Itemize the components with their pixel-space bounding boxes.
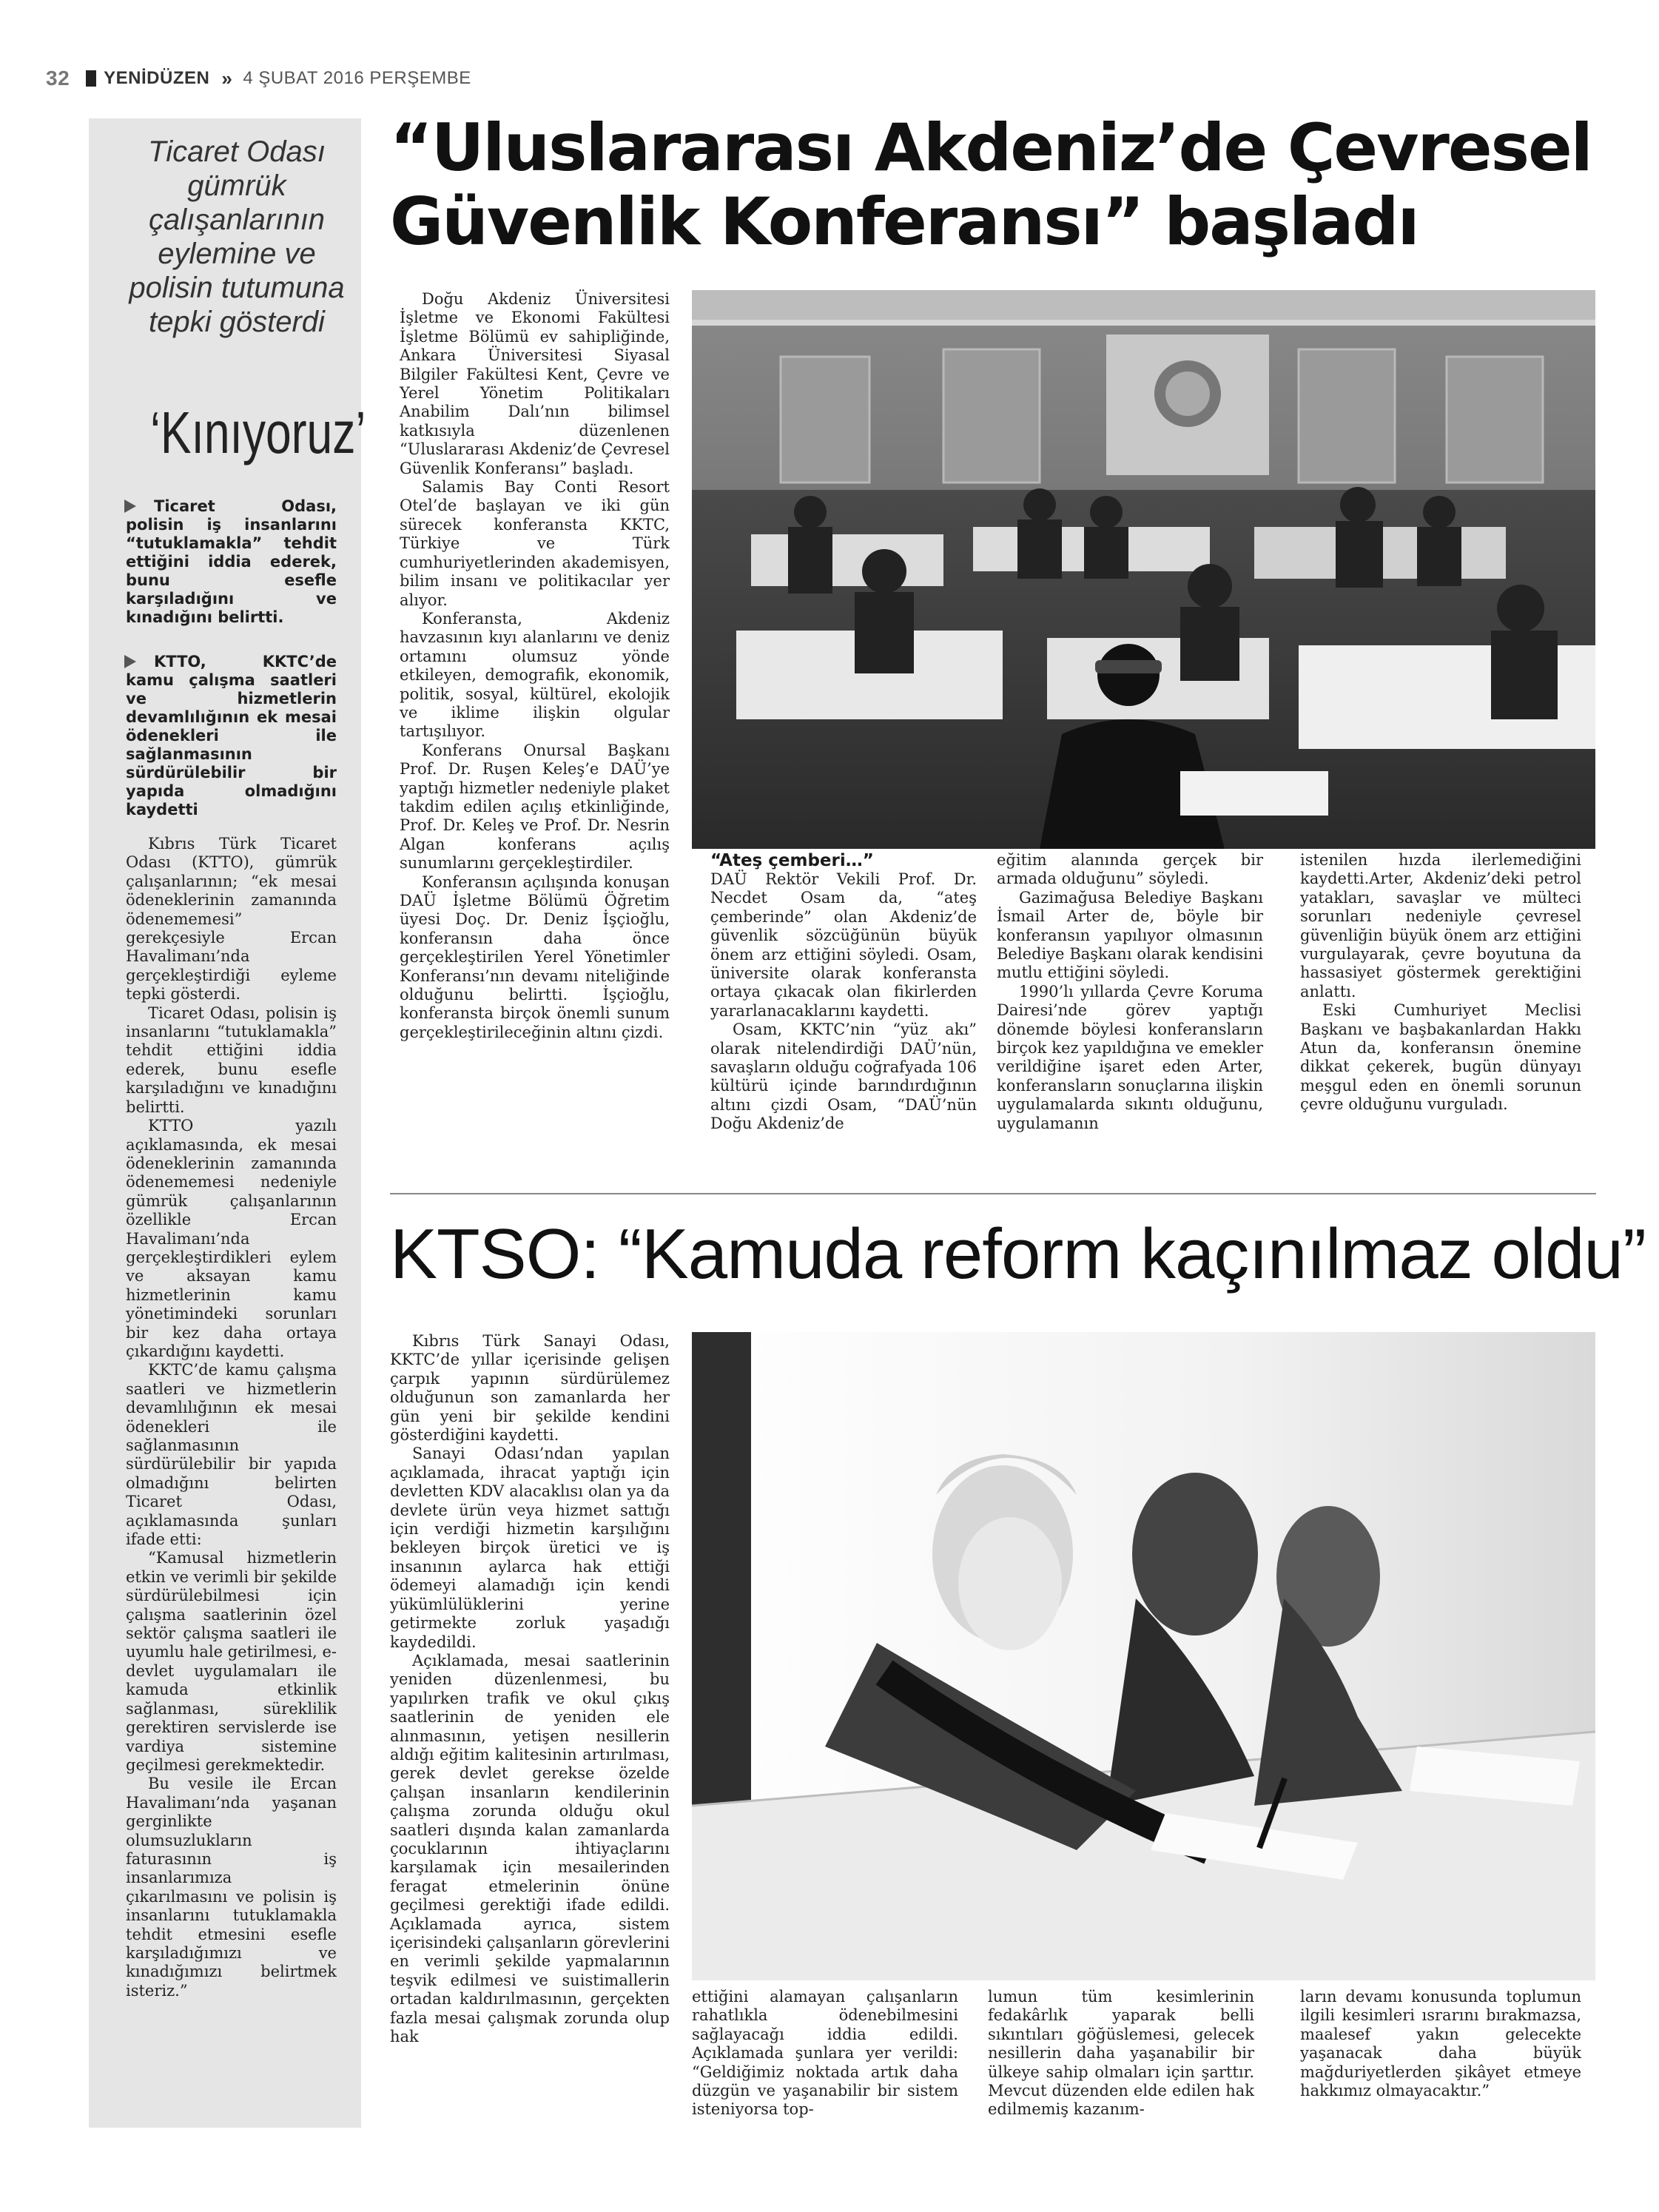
conference-photo: [692, 290, 1595, 849]
office-workers-photo: [692, 1332, 1595, 1980]
paragraph: KKTC’de kamu çalışma saatleri ve hizmetlerin devamlılığının ek mesai ödenekleri ile sağlanmasının sürdürülebilir bir yapıda olmadığını belirten Ticaret Odası, açıklamasında şunları ifade etti:: [126, 1361, 337, 1549]
article1-column-1: [400, 290, 670, 1042]
paragraph: Sanayi Odası’ndan yapılan açıklamada, ihracat yaptığı için devletten KDV alacaklısı olan ya da devlete ürün veya hizmet sattığı için verdiği hizmetin karşılığını bekleyen birçok üretici ve iş insanının aylarca hak ettiği ödemeyi alamadığı için kendi yükümlülüklerini yerine getirmekte zorluk yaşadığı kaydedildi.: [390, 1445, 670, 1651]
paragraph: Bu vesile ile Ercan Havalimanı’nda yaşanan gerginlikte olumsuzlukların faturasının iş insanlarımıza çıkarılmasını ve polisin iş insanlarını tutuklamakla tehdit etmesini esefle karşıladığımızı ve kınadığımızı belirtmek isteriz.”: [126, 1775, 337, 2000]
article1-headline: “Uluslararası Akdeniz’de Çevresel Güvenlik Konferansı” başladı: [390, 110, 1592, 260]
paragraph: ettiğini alamayan çalışanların rahatlıkla ödenebilmesini sağlayacağı iddia edildi. Açıklamada şunlara yer verildi: “Geldiğimiz noktada artık daha düzgün ve yaşanabilir bir sistem isteniyorsa top-: [692, 1988, 958, 2119]
article1-column-3: [997, 851, 1263, 1133]
triangle-bullet-icon: [124, 655, 136, 668]
paragraph: Ticaret Odası, polisin iş insanlarını “tutuklamakla” tehdit ettiğini iddia ederek, bunu esefle karşıladığını ve kınadığını belirtti.: [126, 1004, 337, 1116]
section-divider: [390, 1193, 1596, 1194]
paragraph: Kıbrıs Türk Ticaret Odası (KTTO), gümrük çalışanlarının; “ek mesai ödeneklerinin zamanında ödenememesi” gerekçesiyle Ercan Havalimanı’nda gerçekleştirdiği eyleme tepki gösterdi.: [126, 835, 337, 1004]
paragraph: Salamis Bay Conti Resort Otel’de başlayan ve iki gün sürecek konferansta KKTC, Türkiye ve Türk cumhuriyetlerinden akademisyen, bilim insanı ve politikacılar yer alıyor.: [400, 478, 670, 609]
paragraph: “Kamusal hizmetlerin etkin ve verimli bir şekilde sürdürülebilmesi için çalışma saatlerinin özel sektör çalışma saatleri ile uyumlu hale getirilmesi, e-devlet uygulamaları ile kamuda etkinlik sağlanması, süreklilik gerektiren servislerde ise vardiya sistemine geçilmesi gerekmektedir.: [126, 1549, 337, 1774]
paragraph: Osam, KKTC’nin “yüz akı” olarak nitelendirdiği DAÜ’nün, savaşların olduğu coğrafyada 106 kültürü içinde barındırdığının altını çizdi Osam, “DAÜ’nün Doğu Akdeniz’de: [710, 1021, 977, 1133]
paragraph: istenilen hızda ilerlemediğini kaydetti.Arter, Akdeniz’deki petrol yatakları, savaşlar ve mülteci sorunları nedeniyle çevresel güvenliğin büyük önem arz ettiğini vurgulayarak, çevre boyutuna da hassasiyet göstermek gerektiğini anlattı.: [1300, 851, 1581, 1001]
paragraph: Konferansta, Akdeniz havzasının kıyı alanlarını ve deniz ortamını olumsuz yönde etkileyen, demografik, ekonomik, politik, sosyal, kültürel, ekolojik ve iklime ilişkin olgular tartışılıyor.: [400, 609, 670, 741]
sidebar-kicker: Ticaret Odası gümrük çalışanlarının eylemine ve polisin tutumuna tepki gösterdi: [129, 135, 345, 338]
sidebar-bullet-text: KTTO, KKTC’de kamu çalışma saatleri ve hizmetlerin devamlılığının ek mesai ödenekleri ile sağlanmasının sürdürülebilir bir yapıda olmadığını kaydetti: [126, 653, 337, 818]
article2-column-2: [692, 1988, 958, 2119]
paragraph: Açıklamada, mesai saatlerinin yeniden düzenlenmesi, bu yapılırken trafik ve okul çıkış saatlerinin de yeniden ele alınmasının, yetişen nesillerin aldığı eğitim kalitesinin artırılması, gerek devlet gerekse özelde çalışan insanların kendilerinin çalışma zorunda olduğu okul saatleri dışında kalan zamanlarda çocuklarının ihtiyaçlarını karşılamak için mesailerinden feragat etmelerinin önüne geçilmesi gerektiği ifade edildi. Açıklamada ayrıca, sistem içerisindeki çalışanların görevlerini en verimli şekilde yapmalarının teşvik edilmesi ve suistimallerin ortadan kaldırılmasının, gerçekten fazla mesai çalışmak zorunda olup hak: [390, 1651, 670, 2046]
paragraph: eğitim alanında gerçek bir armada olduğunu” söyledi.: [997, 851, 1263, 888]
issue-date: 4 ŞUBAT 2016 PERŞEMBE: [243, 68, 471, 88]
article1-subhead: “Ateş çemberi…”: [710, 851, 874, 870]
sidebar-bullet: [126, 653, 337, 819]
page-header: [46, 62, 471, 95]
sidebar-bullet-text: Ticaret Odası, polisin iş insanlarını “tutuklamakla” tehdit ettiğini iddia ederek, bunu esefle karşıladığını ve kınadığını belirtti.: [126, 497, 337, 626]
paragraph: Konferansın açılışında konuşan DAÜ İşletme Bölümü Öğretim üyesi Doç. Dr. Deniz İşçioğlu, konferansın daha önce gerçekleştirilen Yerel Yönetimler Konferansı’nın devamı niteliğinde olduğunu belirtti. İşçioğlu, konferansta birçok önemli sunum gerçekleştirileceğinin altını çizdi.: [400, 873, 670, 1041]
paragraph: Konferans Onursal Başkanı Prof. Dr. Ruşen Keleş’e DAÜ’ye yaptığı hizmetler nedeniyle plaket takdim edilen açılış etkinliğinde, Prof. Dr. Keleş ve Prof. Dr. Nesrin Algan konferans açılış sunumlarını gerçekleştirdiler.: [400, 741, 670, 873]
square-icon: [86, 70, 96, 87]
article2-column-1: [390, 1332, 670, 2046]
paragraph: Eski Cumhuriyet Meclisi Başkanı ve başbakanlardan Hakkı Atun da, konferansın önemine dikkat çekerek, bugün dünyayı meşgul eden en önemli sorunun çevre olduğunu vurguladı.: [1300, 1001, 1581, 1114]
paragraph: KTTO yazılı açıklamasında, ek mesai ödeneklerinin zamanında ödenememesi nedeniyle gümrük çalışanlarının özellikle Ercan Havalimanı’nda gerçekleştirdikleri eylem ve aksayan kamu hizmetlerinin kamu yönetimindeki sorunları bir kez daha ortaya çıkardığını kaydetti.: [126, 1117, 337, 1360]
article2-headline: KTSO: “Kamuda reform kaçınılmaz oldu”: [390, 1214, 1646, 1294]
paragraph: ların devamı konusunda toplumun ilgili kesimleri ısrarını bırakmazsa, maalesef yakın gelecekte yaşanacak daha büyük mağduriyetlerden şikâyet etmeye hakkımız olmayacaktır.”: [1300, 1988, 1581, 2100]
article1-column-4: [1300, 851, 1581, 1115]
sidebar-bullet: [126, 497, 337, 627]
sidebar-body: [126, 835, 337, 2000]
chevron-separator: »: [221, 67, 233, 90]
paragraph: Gazimağusa Belediye Başkanı İsmail Arter de, böyle bir konferansın yapılıyor olmasının Belediye Başkanı olarak kendisini mutlu ettiğini söyledi.: [997, 888, 1263, 982]
article1-column-2: [710, 870, 977, 1134]
triangle-bullet-icon: [124, 500, 136, 513]
article2-column-3: [988, 1988, 1254, 2119]
paragraph: Kıbrıs Türk Sanayi Odası, KKTC’de yıllar içerisinde gelişen çarpık yapının sürdürülemez olduğunun son zamanlarda her gün yeni bir şekilde kendini gösterdiğini kaydetti.: [390, 1332, 670, 1445]
sidebar-headline: ‘Kınıyoruz’: [150, 400, 366, 465]
paragraph: DAÜ Rektör Vekili Prof. Dr. Necdet Osam da, “ateş çemberinde” olan Akdeniz’de güvenlik sözcüğünün büyük önem arz ettiğini söyledi. Osam, üniversite olarak konferansta ortaya çıkacak olan fikirlerden yararlanacaklarını kaydetti.: [710, 870, 977, 1020]
paragraph: Doğu Akdeniz Üniversitesi İşletme ve Ekonomi Fakültesi İşletme Bölümü ev sahipliğinde, Ankara Üniversitesi Siyasal Bilgiler Fakültesi Kent, Çevre ve Yerel Yönetim Politikaları Anabilim Dalı’nın bilimsel katkısıyla düzenlenen “Uluslararası Akdeniz’de Çevresel Güvenlik Konferansı” başladı.: [400, 290, 670, 477]
paragraph: lumun tüm kesimlerinin fedakârlık yaparak belli sıkıntıları göğüslemesi, gelecek nesillerin daha yaşanabilir bir ülkeye sahip olmaları için şarttır. Mevcut düzenden elde edilen hak edilmemiş kazanım-: [988, 1988, 1254, 2119]
page-number: 32: [46, 67, 70, 90]
paragraph: 1990’lı yıllarda Çevre Koruma Dairesi’nde görev yaptığı dönemde böylesi konferansların birçok kez yapıldığına ve emekler verildiğine işaret eden Arter, konferansların sonuçlarına ilişkin uygulamalarda sıkıntı olduğunu, uygulamanın: [997, 982, 1263, 1132]
article2-column-4: [1300, 1988, 1581, 2100]
publication-name: YENİDÜZEN: [104, 68, 210, 88]
